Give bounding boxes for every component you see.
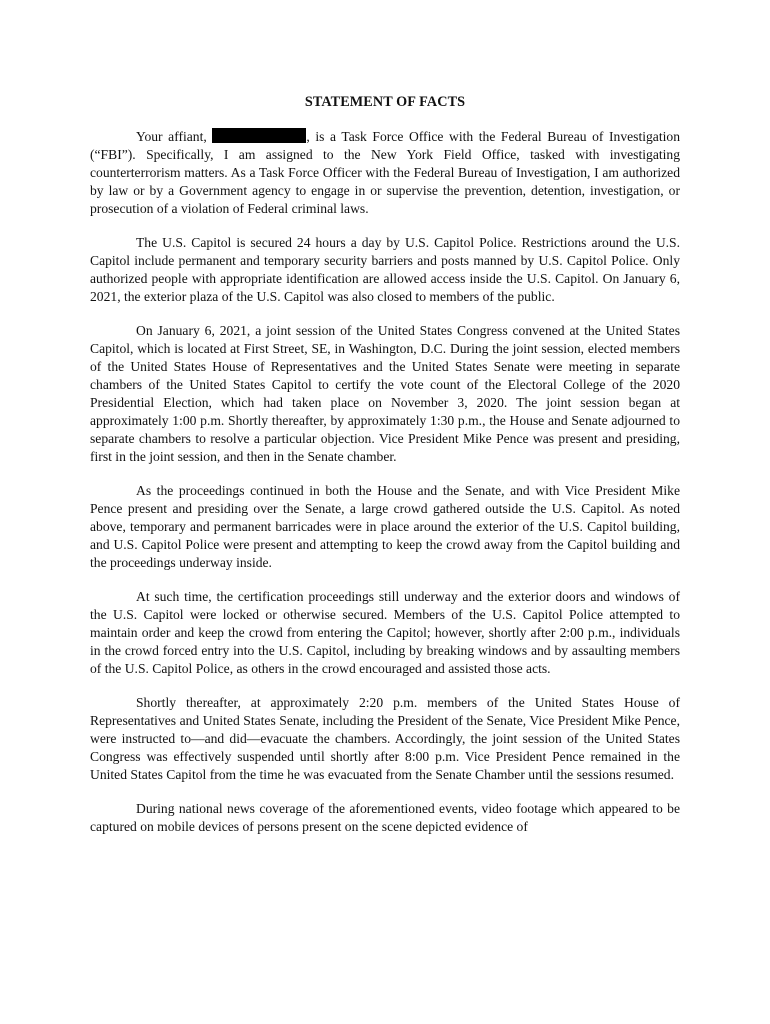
paragraph-joint-session: On January 6, 2021, a joint session of the United States Congress convened at the United States Capitol, which is located at First Street, SE, in Washington, D.C. During the joint session, elected members of the United States House of Representatives and the United States Senate were meeting in separate chambers of the United States Capitol to certify the vote count of the Electoral College of the 2020 Presidential Election, which had taken place on November 3, 2020. The joint session began at approximately 1:00 p.m. Shortly thereafter, by approximately 1:30 p.m., the House and Senate adjourned to separate chambers to resolve a particular objection. Vice President Mike Pence was present and presiding, first in the joint session, and then in the Senate chamber. — [90, 323, 680, 464]
paragraph-forced-entry: At such time, the certification proceedings still underway and the exterior doors and windows of the U.S. Capitol were locked or otherwise secured. Members of the U.S. Capitol Police attempted to maintain order and keep the crowd from entering the Capitol; however, shortly after 2:00 p.m., individuals in the crowd forced entry into the U.S. Capitol, including by breaking windows and by assaulting members of the U.S. Capitol Police, as others in the crowd encouraged and assisted those acts. — [90, 589, 680, 676]
paragraph-text-after-redaction: , is a Task Force Office with the Federal Bureau of Investigation (“FBI”). Specifically, I am assigned to the New York Field Office, tasked with investigating counterterrorism matters. As a Task Force Officer with the Federal Bureau of Investigation, I am authorized by law or by a Government agency to engage in or supervise the prevention, detention, investigation, or prosecution of a violation of Federal criminal laws. — [90, 129, 680, 216]
paragraph-crowd-gathered: As the proceedings continued in both the House and the Senate, and with Vice President Mike Pence present and presiding over the Senate, a large crowd gathered outside the U.S. Capitol. As noted above, temporary and permanent barricades were in place around the exterior of the U.S. Capitol building, and U.S. Capitol Police were present and attempting to keep the crowd away from the Capitol building and the proceedings underway inside. — [90, 483, 680, 570]
document-title: STATEMENT OF FACTS — [304, 94, 466, 110]
paragraph-evacuation: Shortly thereafter, at approximately 2:20 p.m. members of the United States House of Representatives and United States Senate, including the President of the Senate, Vice President Mike Pence, were instructed to—and did—evacuate the chambers. Accordingly, the joint session of the United States Congress was effectively suspended until shortly after 8:00 p.m. Vice President Pence remained in the United States Capitol from the time he was evacuated from the Senate Chamber until the sessions resumed. — [90, 695, 680, 782]
paragraph-affiant — [90, 128, 680, 218]
paragraph-text-before-redaction: Your affiant, — [136, 129, 207, 144]
redaction-box — [212, 128, 306, 143]
paragraph-capitol-security: The U.S. Capitol is secured 24 hours a day by U.S. Capitol Police. Restrictions around the U.S. Capitol include permanent and temporary security barriers and posts manned by U.S. Capitol Police. Only authorized people with appropriate identification are allowed access inside the U.S. Capitol. On January 6, 2021, the exterior plaza of the U.S. Capitol was also closed to members of the public. — [90, 235, 680, 304]
document-body — [90, 128, 680, 852]
paragraph-news-coverage: During national news coverage of the aforementioned events, video footage which appeared to be captured on mobile devices of persons present on the scene depicted evidence of — [90, 801, 680, 834]
